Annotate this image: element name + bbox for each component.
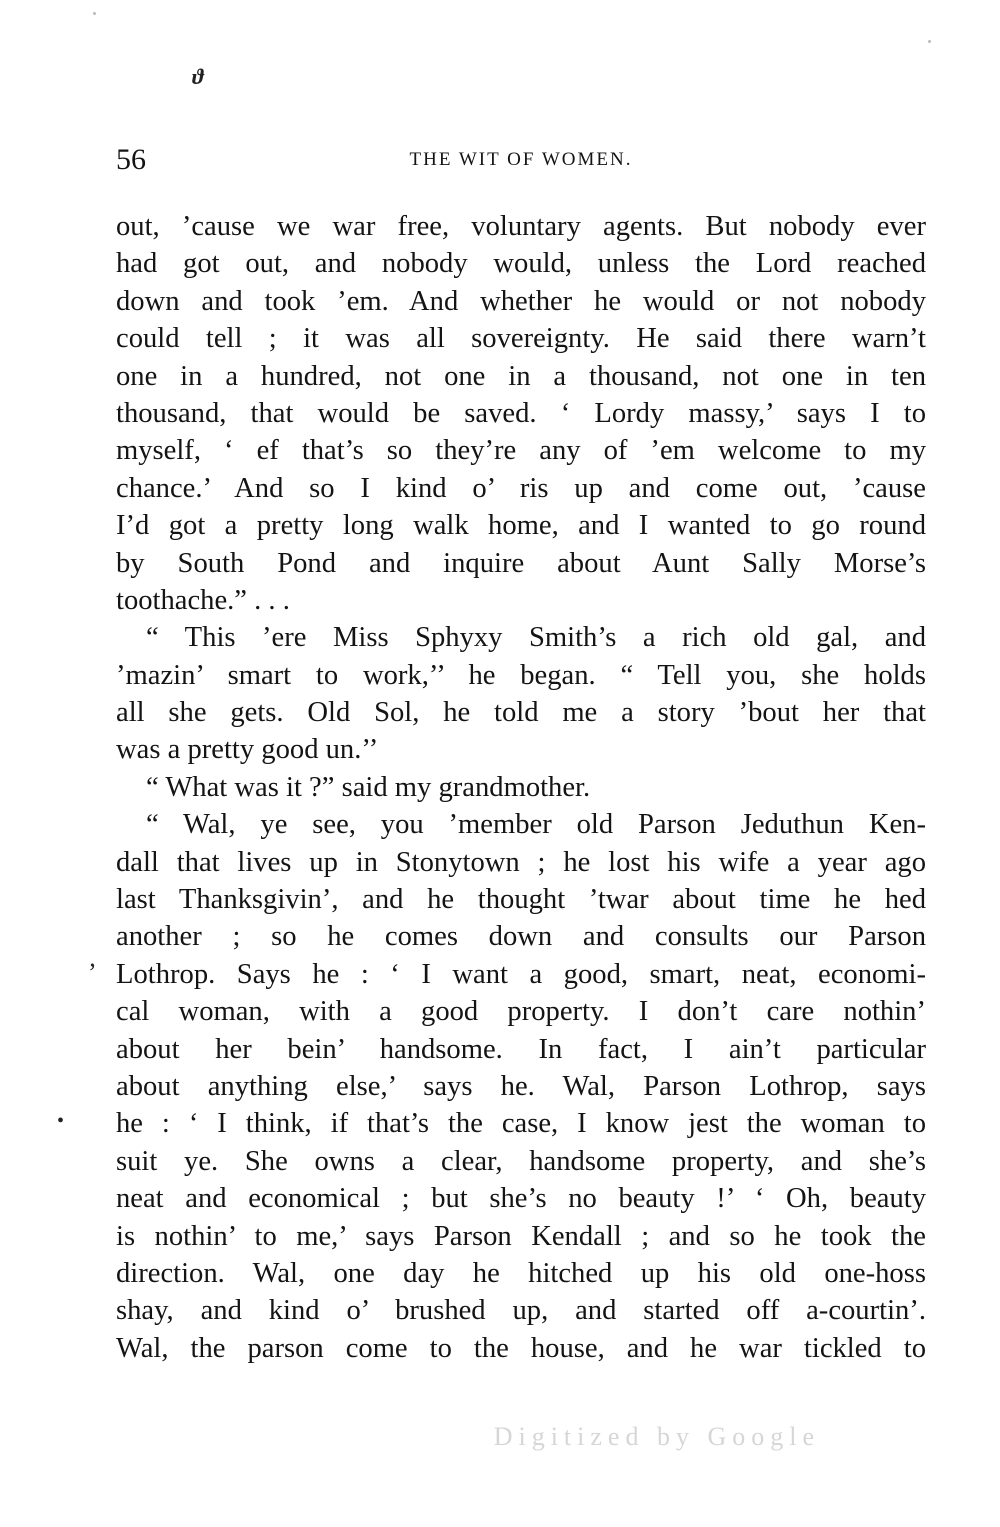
text-line: one in a hundred, not one in a thousand, not one in ten	[116, 360, 926, 392]
text-line: another ; so he comes down and consults our Parson	[116, 921, 926, 953]
text-line: down and took ’em. And whether he would or not nobody	[116, 285, 926, 317]
text-line: “ Wal, ye see, you ’member old Parson Jeduthun Ken-	[146, 809, 926, 841]
margin-mark: ’	[88, 958, 97, 987]
text-line: he : ‘ I think, if that’s the case, I know jest the woman to	[116, 1108, 926, 1140]
text-line: “ What was it ?” said my grandmother.	[146, 771, 591, 803]
running-title: THE WIT OF WOMEN.	[409, 149, 633, 170]
ink-mark: ϑ	[192, 64, 204, 89]
text-line: ’mazin’ smart to work,’’ he began. “ Tell you, she holds	[116, 659, 926, 691]
page-number: 56	[116, 143, 146, 176]
text-line: by South Pond and inquire about Aunt Sally Morse’s	[116, 547, 926, 579]
text-line: last Thanksgivin’, and he thought ’twar about time he hed	[116, 884, 926, 916]
speck	[93, 12, 96, 15]
text-line: had got out, and nobody would, unless the Lord reached	[116, 248, 926, 280]
text-line: neat and economical ; but she’s no beauty !’ ‘ Oh, beauty	[116, 1183, 926, 1215]
text-line: about her bein’ handsome. In fact, I ain’t particular	[116, 1033, 926, 1065]
text-line: out, ’cause we war free, voluntary agents. But nobody ever	[116, 211, 926, 242]
text-line: dall that lives up in Stonytown ; he lost his wife a year ago	[116, 846, 926, 878]
text-line: direction. Wal, one day he hitched up his old one-hoss	[116, 1257, 926, 1289]
body-text	[116, 208, 926, 1367]
text-line: Wal, the parson come to the house, and he war tickled to	[116, 1332, 926, 1364]
text-line: cal woman, with a good property. I don’t care nothin’	[116, 996, 926, 1028]
text-line: was a pretty good un.’’	[116, 734, 379, 766]
text-line: shay, and kind o’ brushed up, and started off a-courtin’.	[116, 1295, 926, 1327]
margin-dot: •	[57, 1110, 65, 1132]
digitization-watermark	[280, 1422, 820, 1462]
page-header	[116, 140, 926, 180]
text-line: “ This ’ere Miss Sphyxy Smith’s a rich old gal, and	[146, 622, 926, 654]
text-line: about anything else,’ says he. Wal, Parson Lothrop, says	[116, 1070, 926, 1102]
text-line: could tell ; it was all sovereignty. He said there warn’t	[116, 323, 926, 355]
text-line: I’d got a pretty long walk home, and I wanted to go round	[116, 510, 926, 542]
text-line: all she gets. Old Sol, he told me a story ’bout her that	[116, 697, 926, 729]
text-line: myself, ‘ ef that’s so they’re any of ’em welcome to my	[116, 435, 926, 467]
text-line: is nothin’ to me,’ says Parson Kendall ; and so he took the	[116, 1220, 926, 1252]
text-line: thousand, that would be saved. ‘ Lordy massy,’ says I to	[116, 397, 926, 429]
watermark-text: Digitized by Google	[493, 1422, 820, 1451]
speck	[928, 40, 931, 43]
text-line: suit ye. She owns a clear, handsome property, and she’s	[116, 1145, 926, 1177]
text-line: Lothrop. Says he : ‘ I want a good, smart, neat, economi-	[116, 958, 926, 990]
text-line: toothache.” . . .	[116, 584, 290, 616]
text-line: chance.’ And so I kind o’ ris up and come out, ’cause	[116, 472, 926, 504]
